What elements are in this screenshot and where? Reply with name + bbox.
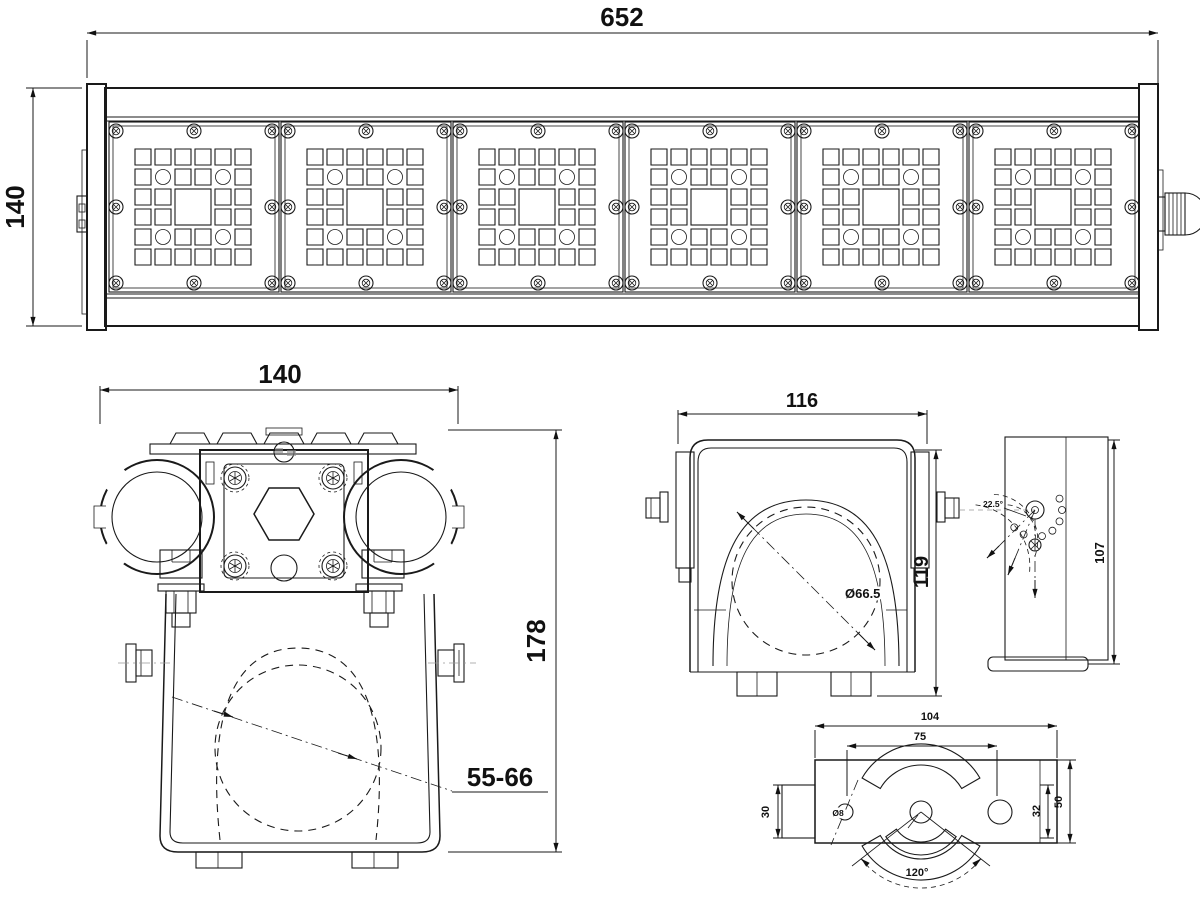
dim-hole-spacing-label: 75 bbox=[913, 731, 927, 743]
view-clamp-side bbox=[960, 437, 1120, 671]
dim-slot-height-label: 32 bbox=[1031, 804, 1043, 818]
bracket-body bbox=[690, 440, 915, 696]
hanger-bolts bbox=[158, 584, 402, 627]
view-base-plate bbox=[760, 711, 1076, 888]
tilt-step-label: 22.5° bbox=[983, 499, 1003, 509]
dim-front-height-label: 140 bbox=[0, 185, 30, 229]
dim-bracket-width bbox=[678, 390, 927, 444]
led-modules bbox=[109, 122, 1139, 292]
plate-hole-right bbox=[988, 800, 1012, 824]
dim-end-height-label: 178 bbox=[521, 619, 551, 663]
stamp-marking bbox=[275, 448, 283, 453]
dim-plate-length-label: 104 bbox=[920, 711, 940, 723]
base-plate-left-tab bbox=[782, 785, 815, 838]
dim-tab-height-label: 30 bbox=[760, 805, 772, 819]
view-clamp-front bbox=[646, 390, 959, 696]
dim-front-width-label: 652 bbox=[600, 2, 644, 32]
bore-dimension bbox=[732, 507, 880, 655]
mounting-bracket-end bbox=[118, 594, 476, 868]
base-plate-body bbox=[815, 760, 1057, 843]
dim-bracket-height-label: 119 bbox=[911, 555, 933, 589]
dim-front-height bbox=[0, 88, 82, 326]
left-end-cap bbox=[77, 84, 106, 330]
view-front bbox=[0, 2, 1200, 330]
swivel-angle-label: 120° bbox=[905, 867, 929, 879]
pipe-clamp-profile bbox=[172, 648, 548, 840]
bore-diameter-label: Ø66.5 bbox=[845, 586, 881, 601]
dim-hole-spacing bbox=[847, 731, 997, 796]
cable-gland bbox=[1158, 193, 1200, 235]
dim-slot-height bbox=[1031, 785, 1054, 838]
hole-diameter-label: Ø8 bbox=[832, 808, 844, 818]
dim-plate-length bbox=[815, 711, 1057, 758]
dim-bracket-height bbox=[877, 450, 942, 696]
dim-end-width-label: 140 bbox=[258, 359, 302, 389]
pipe-clamp-range-label: 55-66 bbox=[466, 762, 534, 792]
hex-cavity bbox=[254, 488, 314, 540]
clamp-arch-outer bbox=[713, 500, 899, 666]
dim-end-width bbox=[100, 359, 458, 424]
dim-post-height bbox=[1088, 440, 1120, 664]
dim-plate-height-label: 50 bbox=[1053, 795, 1065, 809]
view-end bbox=[92, 359, 562, 868]
dim-hole-diameter bbox=[831, 780, 858, 845]
housing-rails bbox=[105, 117, 1139, 298]
right-end-cap bbox=[1139, 84, 1163, 330]
post-base-flange bbox=[988, 657, 1088, 671]
tilt-adjustment bbox=[960, 494, 1066, 598]
dim-bracket-width-label: 116 bbox=[785, 390, 819, 412]
luminaire-housing bbox=[105, 88, 1139, 326]
dim-tab-height bbox=[760, 785, 782, 838]
dim-post-height-label: 107 bbox=[1092, 542, 1107, 564]
heatsink-profile bbox=[92, 428, 466, 627]
